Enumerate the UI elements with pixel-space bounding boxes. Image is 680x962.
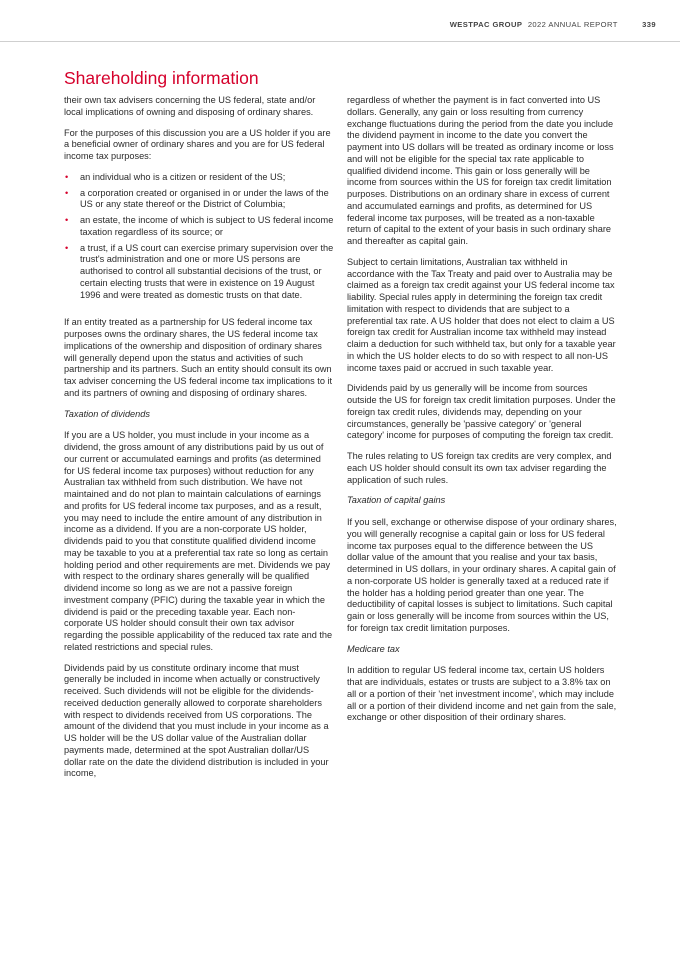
paragraph: Dividends paid by us constitute ordinary income that must generally be included in income when actually or constructively received. Such dividends will not be eligible for the dividends-received deduction generally allowed to corporate shareholders with respect to dividends received from US corporations. The amount of the dividend that you must include in your income as a US holder will be the US dollar value of the Australian dollar payments made, determined at the spot Australian dollar/US dollar rate on the date the dividend distribution is included in your income, (64, 662, 329, 779)
paragraph: If you sell, exchange or otherwise dispose of your ordinary shares, you will generally recognise a capital gain or loss for US federal income tax purposes equal to the difference between the US dollar value of the amount that you realise and your tax basis, determined in US dollars, in your ordinary shares. A capital gain of a non-corporate US holder is generally taxed at a reduced rate if the holder has a holding period greater than one year. The deductibility of capital losses is subject to limitations. Such capital gain or loss generally will be income from sources within the US, for foreign tax credit limitation purposes. (347, 517, 617, 633)
left-column (64, 95, 334, 789)
header-report-title: 2022 ANNUAL REPORT (527, 20, 618, 29)
subheading-medicare-tax: Medicare tax (347, 643, 400, 654)
list-item (64, 243, 334, 302)
paragraph: regardless of whether the payment is in fact converted into US dollars. Generally, any gain or loss resulting from currency exchange fluctuations during the period from the date you include the dividend payment in income to the date you convert the payment into US dollars will be treated as ordinary income or loss and will not be eligible for the special tax rate applicable to qualified dividend income. This gain or loss generally will be income from sources within the US for foreign tax credit limitation purposes. Distributions on an ordinary share in excess of current and accumulated earnings and profits, as determined for US federal income tax purposes, will be treated as a non-taxable return of capital to the extent of your basis in such ordinary share and thereafter as capital gain. (347, 95, 614, 246)
list-item (64, 215, 334, 239)
page-number: 339 (642, 20, 656, 29)
bullet-icon: • (65, 215, 69, 225)
paragraph: The rules relating to US foreign tax credits are very complex, and each US holder should consult its own tax adviser regarding the application of such rules. (347, 451, 612, 485)
list-item-text: an estate, the income of which is subject to US federal income taxation regardless of its source; or (80, 215, 334, 237)
paragraph: If an entity treated as a partnership for US federal income tax purposes owns the ordinary shares, the US federal income tax implications of the ownership and disposition of ordinary shares will generally depend upon the status and activities of such partnership and its partners. Such an entity should consult its own tax adviser concerning the US federal income tax implications to it and its partners of owning and disposing of ordinary shares. (64, 317, 333, 398)
paragraph: In addition to regular US federal income tax, certain US holders that are individuals, estates or trusts are subject to a 3.8% tax on all or a portion of their 'net investment income', which may include all or a portion of their dividend income and net gain from the sale, exchange or other disposition of their ordinary shares. (347, 665, 617, 723)
paragraph: Dividends paid by us generally will be income from sources outside the US for foreign tax credit limitation purposes. Under the foreign tax credit rules, dividends may, depending on your circumstances, generally be 'passive category' or 'general category' income for purposes of computing the foreign tax credit. (347, 383, 616, 441)
header-brand: WESTPAC GROUP (449, 20, 523, 29)
bullet-icon: • (65, 171, 69, 182)
list-item-text: a trust, if a US court can exercise primary supervision over the trust's administration and one or more US persons are authorised to control all substantial decisions of the trust, or certain electing trusts that were in existence on 19 August 1996 and were treated as domestic trusts on that date. (80, 242, 334, 300)
paragraph: For the purposes of this discussion you are a US holder if you are a beneficial owner of ordinary shares and you are for US federal income tax purposes: (64, 127, 331, 161)
list-item (64, 172, 334, 184)
paragraph: If you are a US holder, you must include in your income as a dividend, the gross amount of any distributions paid by us out of our current or accumulated earnings and profits (as determined for US federal income tax purposes) without reduction for any Australian tax withheld from such distribution. We have not maintained and do not plan to maintain calculations of earnings and profits for US federal income tax purposes, and as a result, you may need to include the entire amount of any distribution in income as a dividend. If you are a non-corporate US holder, dividends paid to you that constitute qualified dividend income may be taxable to you at a preferential tax rate so long as certain holding period and other requirements are met. Dividends we pay with respect to the ordinary shares generally will be qualified dividend income so long as we are not a passive foreign investment company (PFIC) during the taxable year in which the dividend is paid or the preceding taxable year. Each non-corporate US holder should consult their own tax advisor regarding the possible applicability of the reduced tax rate and the related restrictions and special rules. (64, 430, 333, 652)
subheading-taxation-of-dividends: Taxation of dividends (64, 408, 150, 419)
subheading-taxation-of-capital-gains: Taxation of capital gains (347, 495, 446, 506)
page-title: Shareholding information (64, 68, 259, 88)
right-column (347, 95, 617, 733)
paragraph: their own tax advisers concerning the US federal, state and/or local implications of owning and disposing of ordinary shares. (64, 95, 316, 117)
paragraph: Subject to certain limitations, Australian tax withheld in accordance with the Tax Treaty and paid over to Australia may be claimed as a foreign tax credit against your US federal income tax liability. Special rules apply in determining the foreign tax credit limitation with respect to dividends that are subject to a preferential tax rate. A US holder that does not elect to claim a US foreign tax credit for Australian income tax withheld may instead claim a deduction for such withheld tax, but only for a taxable year in which the US holder elects to do so with respect to all non-US income taxes paid or accrued in such taxable year. (347, 256, 616, 373)
us-holder-criteria-list (64, 172, 334, 302)
list-item-text: a corporation created or organised in or under the laws of the US or any state thereof or the District of Columbia; (80, 187, 329, 210)
header-divider (0, 41, 680, 42)
bullet-icon: • (65, 187, 69, 198)
bullet-icon: • (65, 242, 69, 253)
list-item-text: an individual who is a citizen or resident of the US; (80, 171, 286, 182)
page-header (450, 20, 656, 29)
list-item (64, 188, 334, 212)
